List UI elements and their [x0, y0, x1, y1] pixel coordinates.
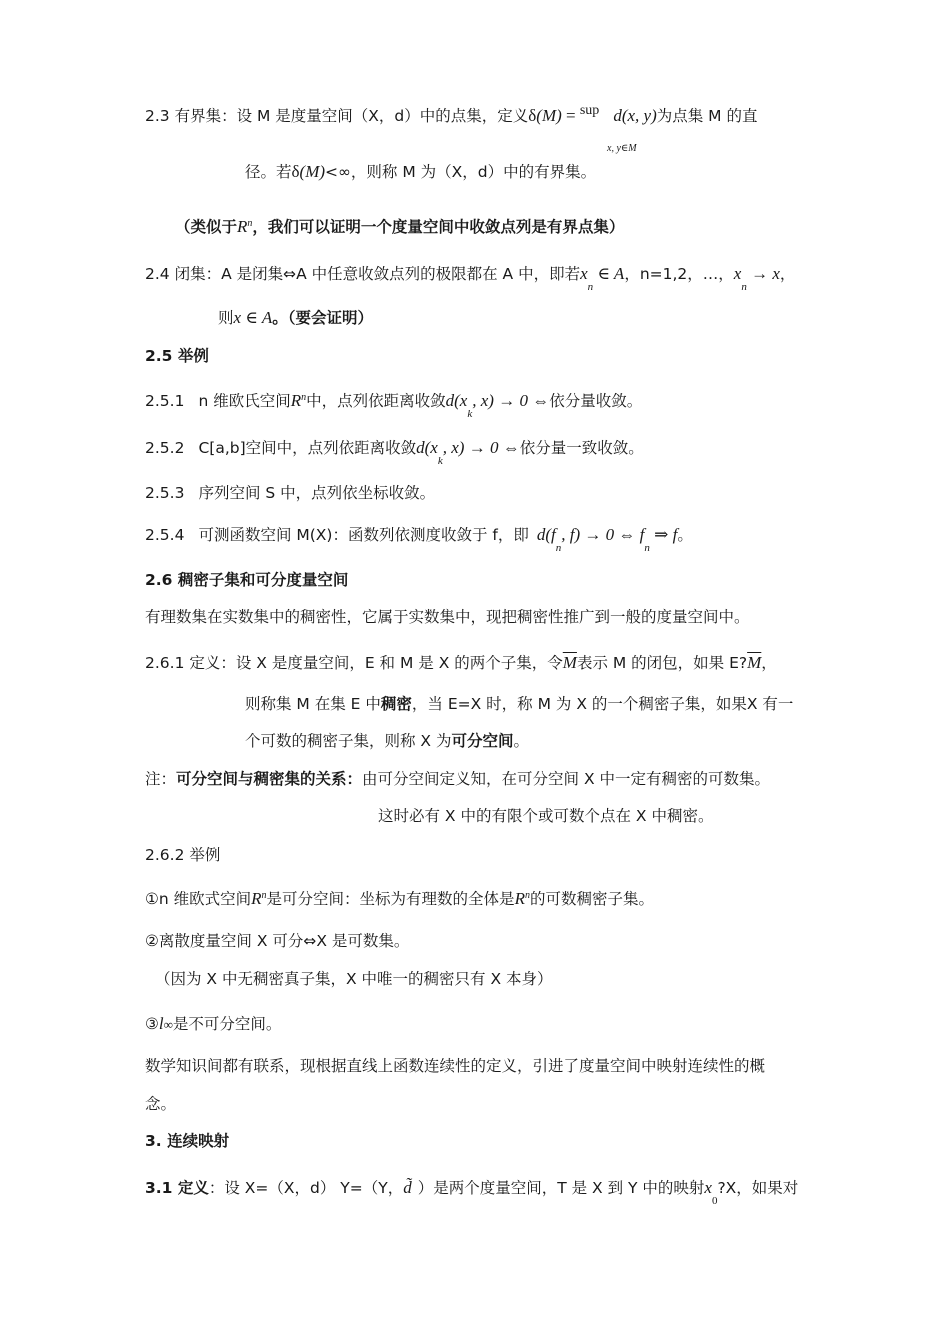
definition-3-1: 3.1 定义：设 X=（X，d） Y=（Y，d̃ ）是两个度量空间，T 是 X 到 Y 中的映射$x_0?X$，如果对: [145, 1178, 799, 1207]
paragraph-line2: 念。: [145, 1095, 177, 1113]
section-2-6-intro: 有理数集在实数集中的稠密性，它属于实数集中，现把稠密性推广到一般的度量空间中。: [145, 608, 750, 626]
example-3: ③l∞是不可分空间。: [145, 1014, 282, 1033]
example-2-5-2: 2.5.2 C[a,b]空间中，点列依距离收敛$d(x_k$, x) → 0 ⇔依分量一致收敛。: [145, 438, 644, 467]
sup-subscript: x, y∈M: [607, 143, 637, 154]
example-2: ②离散度量空间 X 可分⇔X 是可数集。: [145, 932, 410, 950]
example-2-5-1: 2.5.1 n 维欧氏空间$R^n$中，点列依距离收敛$d(x_k$, x) → 0 ⇔依分量收敛。: [145, 391, 643, 420]
note-separable-line2: 这时必有 X 中的有限个或可数个点在 X 中稠密。: [378, 807, 714, 825]
section-2-3-line2: 径。若δ(M)<∞，则称 M 为（X，d）中的有界集。: [245, 162, 597, 181]
section-2-5-title: 2.5 举例: [145, 347, 209, 365]
section-2-3-line1: 2.3 有界集：设 M 是度量空间（X，d）中的点集，定义δ(M) = sup d(x, y)为点集 M 的直: [145, 103, 758, 125]
definition-2-6-1-line1: 2.6.1 定义：设 X 是度量空间，E 和 M 是 X 的两个子集，令$\overline{M}$表示 M 的闭包，如果 $E?\overline{M}$，: [145, 653, 777, 672]
note-separable-line1: 注：可分空间与稠密集的关系：由可分空间定义知，在可分空间 X 中一定有稠密的可数集。: [145, 770, 771, 788]
note-bounded: （类似于$R^n$，我们可以证明一个度量空间中收敛点列是有界点集）: [175, 217, 625, 236]
example-1: ①n 维欧式空间$R^n$是可分空间：坐标为有理数的全体是$R^n$的可数稠密子集。: [145, 889, 654, 908]
example-2-note: （因为 X 中无稠密真子集，X 中唯一的稠密只有 X 本身）: [155, 970, 553, 988]
example-2-5-4: 2.5.4 可测函数空间 M(X)：函数列依测度收敛于 f，即 $d(f_n$, f) → 0 ⇔ $f_n$ ⇒ f。: [145, 525, 693, 554]
example-2-5-3: 2.5.3 序列空间 S 中，点列依坐标收敛。: [145, 484, 436, 502]
paragraph-line1: 数学知识间都有联系，现根据直线上函数连续性的定义，引进了度量空间中映射连续性的概: [145, 1057, 766, 1075]
section-2-4-line1: 2.4 闭集：A 是闭集⇔A 中任意收敛点列的极限都在 A 中，即若$x_n$ ∈ A，n=1,2，…，$x_n \to x$，: [145, 264, 796, 293]
section-2-4-line2: 则x ∈ A。（要会证明）: [218, 308, 373, 327]
section-2-6-2-title: 2.6.2 举例: [145, 846, 221, 864]
section-3-title: 3. 连续映射: [145, 1132, 230, 1150]
section-2-6-title: 2.6 稠密子集和可分度量空间: [145, 571, 349, 589]
definition-2-6-1-line2: 则称集 M 在集 E 中稠密，当 E=X 时，称 M 为 X 的一个稠密子集，如果X 有一: [245, 695, 794, 713]
definition-2-6-1-line3: 个可数的稠密子集，则称 X 为可分空间。: [245, 732, 530, 750]
